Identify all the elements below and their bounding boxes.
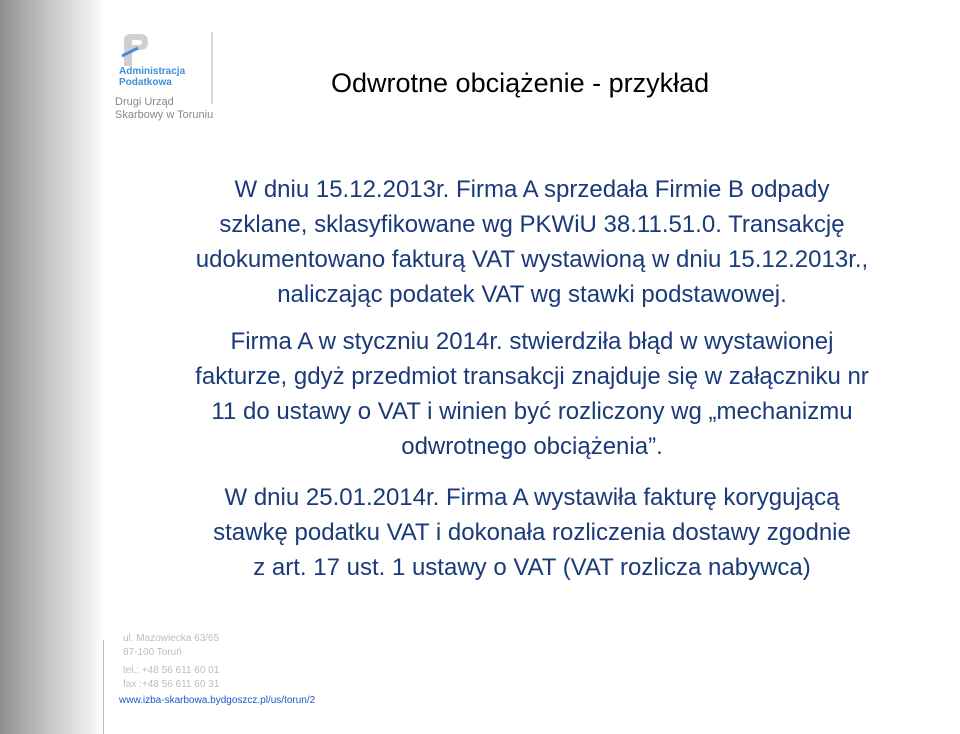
- footer-address-line-2: 87-100 Toruń: [123, 647, 182, 658]
- paragraph-1-line: W dniu 15.12.2013r. Firma A sprzedała Firmie B odpady: [234, 176, 830, 203]
- slide-title: Odwrotne obciążenie - przykład: [331, 68, 710, 98]
- footer-address-line-1: ul. Mazowiecka 63/65: [123, 633, 220, 644]
- administracja-logo-icon: [118, 30, 178, 70]
- paragraph-1-line: szklane, sklasyfikowane wg PKWiU 38.11.51.0. Transakcję: [219, 211, 845, 238]
- paragraph-2-line: Firma A w styczniu 2014r. stwierdziła błąd w wystawionej: [230, 328, 834, 355]
- logo-text-line-2: Podatkowa: [119, 77, 172, 88]
- paragraph-3-line: W dniu 25.01.2014r. Firma A wystawiła fakturę korygującą: [224, 484, 840, 511]
- paragraph-3: [112, 480, 952, 585]
- footer-address: [123, 632, 219, 660]
- paragraph-2-line: fakturze, gdyż przedmiot transakcji znajduje się w załączniku nr: [195, 363, 869, 390]
- footer-website-link[interactable]: www.izba-skarbowa.bydgoszcz.pl/us/torun/2: [119, 695, 316, 706]
- office-name: [115, 96, 213, 122]
- paragraph-3-line: stawkę podatku VAT i dokonała rozliczenia dostawy zgodnie: [213, 519, 851, 546]
- logo-text-line-1: Administracja: [119, 66, 186, 77]
- paragraph-1-line: udokumentowano fakturą VAT wystawioną w dniu 15.12.2013r.,: [195, 246, 869, 273]
- paragraph-3-line: z art. 17 ust. 1 ustawy o VAT (VAT rozlicza nabywca): [253, 554, 811, 581]
- office-name-line-1: Drugi Urząd: [115, 96, 174, 108]
- paragraph-2-line: odwrotnego obciążenia”.: [401, 433, 663, 460]
- footer-tel: tel.: +48 56 611 60 01: [123, 665, 220, 676]
- paragraph-1: [112, 172, 952, 312]
- paragraph-2: [112, 324, 952, 464]
- paragraph-1-line: naliczając podatek VAT wg stawki podstawowej.: [277, 281, 787, 308]
- sidebar-divider: [103, 640, 104, 734]
- office-name-line-2: Skarbowy w Toruniu: [115, 109, 214, 121]
- sidebar-gradient: [0, 0, 104, 734]
- header-divider: [211, 32, 213, 104]
- paragraph-2-line: 11 do ustawy o VAT i winien być rozliczony wg „mechanizmu: [211, 398, 853, 425]
- logo-text: [119, 66, 185, 88]
- footer-contact: [123, 664, 219, 692]
- footer-fax: fax :+48 56 611 60 31: [123, 679, 220, 690]
